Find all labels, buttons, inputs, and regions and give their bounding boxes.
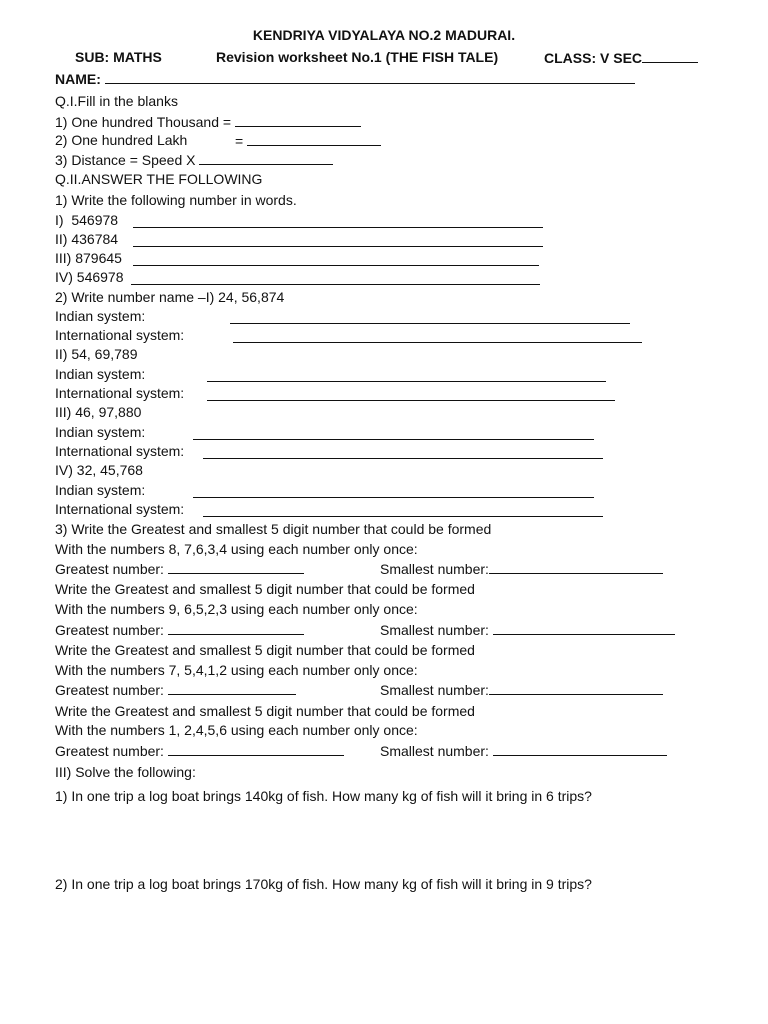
words-item-1: I) 546978	[55, 212, 119, 228]
answer-blank[interactable]	[233, 328, 642, 343]
answer-blank[interactable]	[193, 483, 594, 498]
international-label: International system:	[55, 443, 185, 459]
q3-prompt: Write the Greatest and smallest 5 digit number that could be formed	[55, 581, 475, 597]
class-section-blank[interactable]	[642, 48, 698, 63]
number-iv: IV) 32, 45,768	[55, 462, 143, 478]
q3-prompt: Write the Greatest and smallest 5 digit number that could be formed	[55, 703, 475, 719]
international-label: International system:	[55, 385, 185, 401]
q1-item-2-answer: =	[235, 131, 381, 151]
greatest-label: Greatest number:	[55, 741, 344, 761]
answer-blank[interactable]	[133, 213, 543, 228]
indian-label: Indian system:	[55, 366, 146, 382]
international-label: International system:	[55, 501, 185, 517]
answer-blank[interactable]	[193, 425, 594, 440]
q3-prompt: Write the Greatest and smallest 5 digit number that could be formed	[55, 642, 475, 658]
international-label: International system:	[55, 327, 185, 343]
class-label: CLASS: V SEC	[544, 48, 698, 68]
q3-digits: With the numbers 7, 5,4,1,2 using each number only once:	[55, 662, 418, 678]
answer-blank[interactable]	[235, 112, 361, 127]
smallest-label: Smallest number:	[380, 680, 663, 700]
words-item-4: IV) 546978	[55, 269, 124, 285]
name-prompt: 2) Write number name –I) 24, 56,874	[55, 289, 285, 305]
answer-blank[interactable]	[133, 232, 543, 247]
smallest-label: Smallest number:	[380, 559, 663, 579]
answer-blank[interactable]	[493, 620, 675, 635]
words-prompt: 1) Write the following number in words.	[55, 192, 297, 208]
words-item-2: II) 436784	[55, 231, 119, 247]
q1-item-2: 2) One hundred Lakh	[55, 132, 188, 148]
worksheet-title: Revision worksheet No.1 (THE FISH TALE)	[216, 49, 499, 65]
number-iii: III) 46, 97,880	[55, 404, 142, 420]
answer-blank[interactable]	[489, 680, 663, 695]
answer-blank[interactable]	[489, 559, 663, 574]
q2-title: Q.II.ANSWER THE FOLLOWING	[55, 171, 263, 187]
answer-blank[interactable]	[207, 386, 615, 401]
greatest-label: Greatest number:	[55, 680, 296, 700]
smallest-label: Smallest number:	[380, 620, 675, 640]
q3-prompt: 3) Write the Greatest and smallest 5 digit number that could be formed	[55, 521, 492, 537]
answer-blank[interactable]	[203, 444, 603, 459]
answer-blank[interactable]	[247, 131, 381, 146]
greatest-label: Greatest number:	[55, 559, 304, 579]
indian-label: Indian system:	[55, 482, 146, 498]
q3-digits: With the numbers 9, 6,5,2,3 using each number only once:	[55, 601, 418, 617]
number-ii: II) 54, 69,789	[55, 346, 138, 362]
words-item-3: III) 879645	[55, 250, 122, 266]
indian-label: Indian system:	[55, 424, 146, 440]
answer-blank[interactable]	[207, 367, 606, 382]
subject-label: SUB: MATHS	[75, 49, 162, 65]
answer-blank[interactable]	[131, 270, 540, 285]
q1-item-1: 1) One hundred Thousand =	[55, 112, 361, 132]
answer-blank[interactable]	[133, 251, 539, 266]
solve-title: III) Solve the following:	[55, 764, 196, 780]
school-name: KENDRIYA VIDYALAYA NO.2 MADURAI.	[252, 27, 516, 43]
answer-blank[interactable]	[230, 309, 630, 324]
smallest-label: Smallest number:	[380, 741, 667, 761]
q3-digits: With the numbers 1, 2,4,5,6 using each number only once:	[55, 722, 418, 738]
problem-1: 1) In one trip a log boat brings 140kg of fish. How many kg of fish will it bring in 6 trips?	[55, 788, 592, 804]
answer-blank[interactable]	[199, 150, 333, 165]
answer-blank[interactable]	[203, 502, 603, 517]
name-line: NAME:	[55, 69, 635, 89]
q3-digits: With the numbers 8, 7,6,3,4 using each number only once:	[55, 541, 418, 557]
problem-2: 2) In one trip a log boat brings 170kg of fish. How many kg of fish will it bring in 9 trips?	[55, 876, 592, 892]
indian-label: Indian system:	[55, 308, 146, 324]
q1-title: Q.I.Fill in the blanks	[55, 93, 178, 109]
answer-blank[interactable]	[168, 741, 344, 756]
q1-item-3: 3) Distance = Speed X	[55, 150, 333, 170]
answer-blank[interactable]	[168, 680, 296, 695]
name-blank[interactable]	[105, 69, 635, 84]
answer-blank[interactable]	[168, 620, 304, 635]
greatest-label: Greatest number:	[55, 620, 304, 640]
answer-blank[interactable]	[168, 559, 304, 574]
answer-blank[interactable]	[493, 741, 667, 756]
